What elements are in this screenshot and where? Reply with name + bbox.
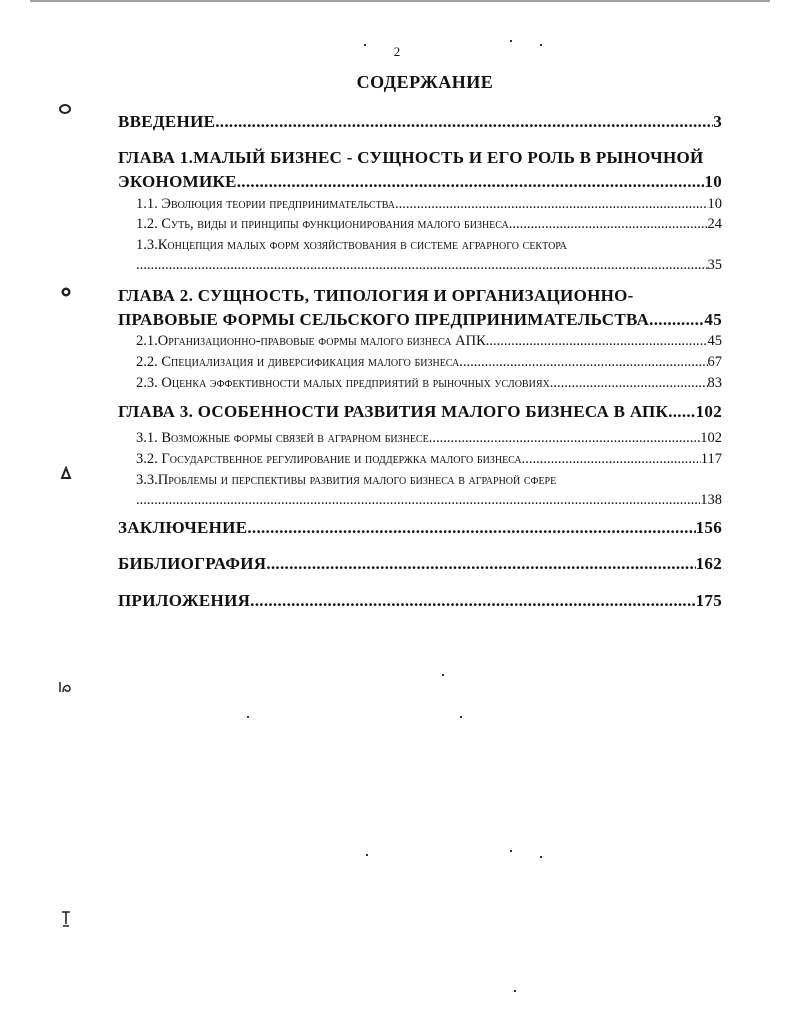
leader-dots [550, 375, 708, 392]
toc-section-3-1[interactable] [118, 430, 722, 447]
leader-dots [459, 354, 707, 371]
section-page: 67 [707, 354, 722, 370]
binder-hole-mark-icon [58, 102, 72, 116]
toc-appendices[interactable] [118, 591, 722, 611]
toc-section-3-2[interactable] [118, 451, 722, 468]
section-page: 45 [707, 333, 722, 349]
scan-edge-line [30, 0, 770, 2]
scan-speck [510, 850, 512, 852]
section-page: 138 [700, 492, 722, 508]
chapter-3-title: ГЛАВА 3. ОСОБЕННОСТИ РАЗВИТИЯ МАЛОГО БИЗНЕСА В АПК [118, 402, 669, 421]
binder-hole-mark-icon [58, 680, 74, 694]
section-title: 2.1.Организационно-правовые формы малого бизнеса АПК [136, 333, 486, 349]
section-page: 102 [700, 430, 722, 446]
scan-speck [460, 716, 462, 718]
section-title: 1.2. Суть, виды и принципы функционирования малого бизнеса [136, 216, 509, 232]
leader-dots [668, 400, 695, 424]
leader-dots [237, 170, 705, 194]
toc-intro[interactable] [118, 112, 722, 132]
section-title: 2.3. Оценка эффективности малых предприятий в рыночных условиях [136, 375, 550, 391]
toc-section-2-1[interactable] [118, 333, 722, 350]
toc-bibliography-page: 162 [695, 554, 722, 573]
section-title: 2.2. Специализация и диверсификация малого бизнеса [136, 354, 460, 370]
toc-chapter-3[interactable] [118, 400, 722, 424]
chapter-2-title-line-2: ПРАВОВЫЕ ФОРМЫ СЕЛЬСКОГО ПРЕДПРИНИМАТЕЛЬСТВА [118, 310, 650, 329]
chapter-1-title-line-1: ГЛАВА 1.МАЛЫЙ БИЗНЕС - СУЩНОСТЬ И ЕГО РОЛЬ В РЫНОЧНОЙ [118, 148, 704, 167]
toc-conclusion-title: ЗАКЛЮЧЕНИЕ [118, 518, 248, 537]
scan-speck [247, 716, 249, 718]
binder-hole-mark-icon [60, 910, 72, 928]
leader-dots [429, 430, 701, 447]
toc-chapter-2[interactable] [118, 284, 722, 332]
chapter-1-title-line-2: ЭКОНОМИКЕ [118, 172, 237, 191]
leader-dots [215, 112, 713, 132]
toc-conclusion[interactable] [118, 518, 722, 538]
leader-dots [395, 196, 707, 213]
section-page: 10 [707, 196, 722, 212]
page-number: 2 [393, 44, 401, 59]
page-title: СОДЕРЖАНИЕ [356, 72, 494, 92]
toc-section-2-3[interactable] [118, 375, 722, 392]
scan-speck [442, 674, 444, 676]
toc-section-3-3[interactable] [118, 472, 722, 509]
section-title: 1.1. Эволюция теории предпринимательства [136, 196, 396, 212]
scan-speck [514, 990, 516, 992]
section-page: 83 [707, 375, 722, 391]
toc-section-2-2[interactable] [118, 354, 722, 371]
section-title: 3.2. Государственное регулирование и поддержка малого бизнеса [136, 451, 522, 467]
chapter-1-page: 10 [704, 172, 722, 191]
toc-section-1-1[interactable] [118, 196, 722, 213]
leader-dots [522, 451, 701, 468]
leader-dots [247, 518, 695, 538]
leader-dots [509, 216, 708, 233]
leader-dots [649, 308, 704, 332]
leader-dots [136, 492, 700, 509]
chapter-2-title-line-1: ГЛАВА 2. СУЩНОСТЬ, ТИПОЛОГИЯ И ОРГАНИЗАЦИОННО- [118, 286, 634, 305]
toc-appendices-page: 175 [695, 591, 722, 610]
toc-appendices-title: ПРИЛОЖЕНИЯ [118, 591, 251, 610]
section-page: 117 [700, 451, 722, 467]
section-title: 3.1. Возможные формы связей в аграрном бизнесе [136, 430, 429, 446]
scan-speck [366, 854, 368, 856]
chapter-2-page: 45 [704, 310, 722, 329]
scan-speck [540, 44, 542, 46]
scan-speck [540, 856, 542, 858]
toc-section-1-2[interactable] [118, 216, 722, 233]
scan-speck [364, 44, 366, 46]
leader-dots [486, 333, 708, 350]
toc-intro-page: 3 [713, 112, 722, 131]
leader-dots [250, 591, 695, 611]
leader-dots [266, 554, 695, 574]
section-title: 1.3.Концепция малых форм хозяйствования в системе аграрного сектора [136, 237, 567, 253]
toc-intro-title: ВВЕДЕНИЕ [118, 112, 216, 131]
toc-bibliography-title: БИБЛИОГРАФИЯ [118, 554, 267, 573]
scan-speck [510, 40, 512, 42]
toc-bibliography[interactable] [118, 554, 722, 574]
toc-chapter-1[interactable] [118, 146, 722, 194]
toc-conclusion-page: 156 [695, 518, 722, 537]
section-page: 24 [707, 216, 722, 232]
binder-hole-mark-icon [60, 286, 72, 298]
binder-hole-mark-icon [60, 466, 72, 480]
section-page: 35 [707, 257, 722, 273]
toc-section-1-3[interactable] [118, 237, 722, 274]
chapter-3-page: 102 [695, 402, 722, 421]
section-title: 3.3.Проблемы и перспективы развития малого бизнеса в аграрной сфере [136, 472, 557, 488]
leader-dots [136, 257, 708, 274]
